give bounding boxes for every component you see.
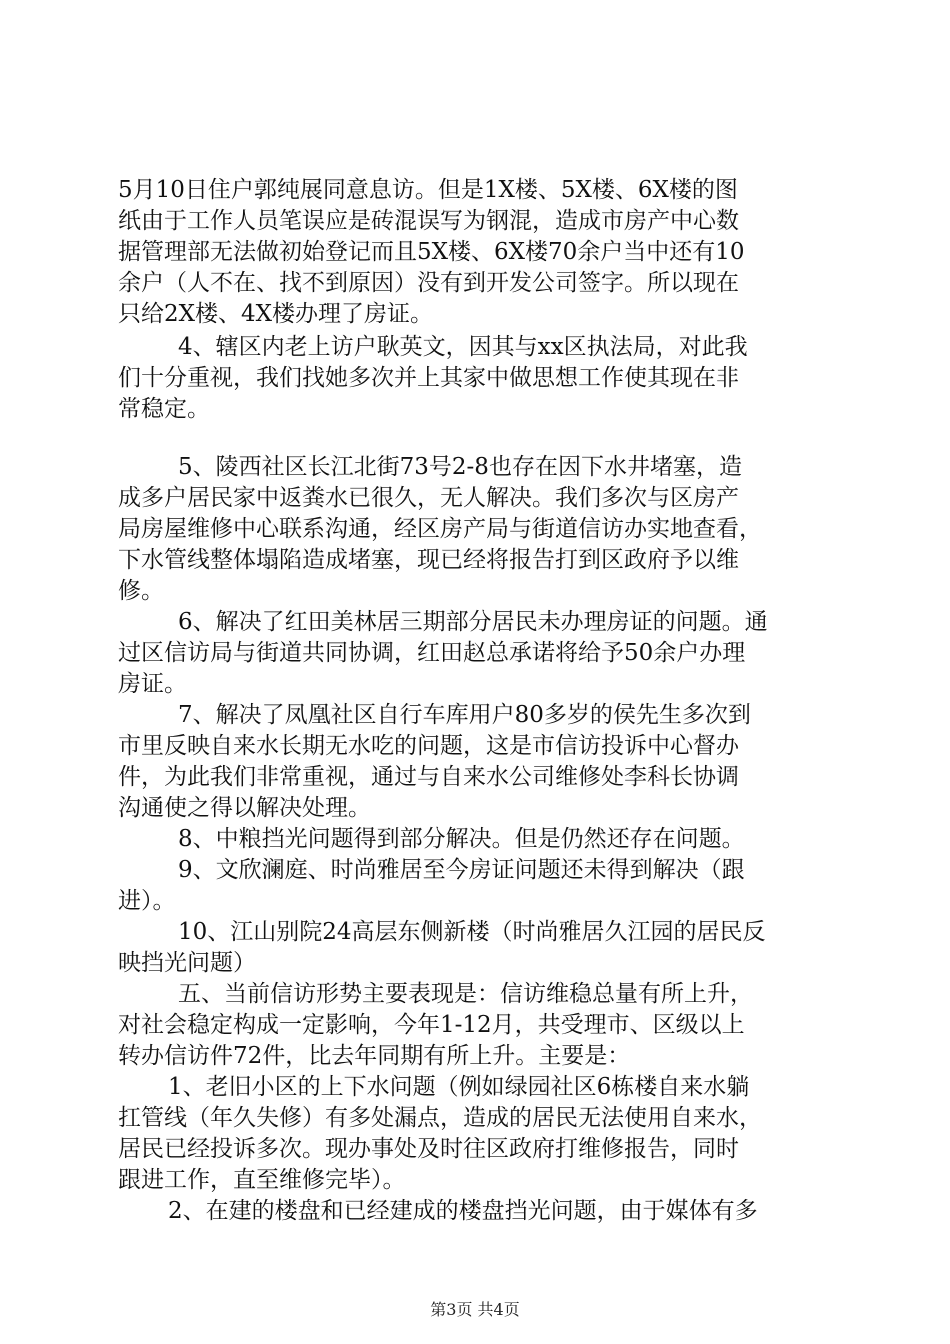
text-line: 转办信访件72件，比去年同期有所上升。主要是：	[118, 1043, 631, 1069]
text-line: 据管理部无法做初始登记而且5X楼、6X楼70余户当中还有10	[118, 239, 745, 265]
text-line: 局房屋维修中心联系沟通，经区房产局与街道信访办实地查看，	[118, 516, 762, 542]
text-line: 只给2X楼、4X楼办理了房证。	[118, 301, 434, 327]
text-line: 五、当前信访形势主要表现是：信访维稳总量有所上升，	[178, 981, 753, 1007]
text-line: 4、辖区内老上访户耿英文，因其与xx区执法局，对此我	[178, 334, 748, 360]
text-line: 常稳定。	[118, 396, 210, 422]
text-line: 扛管线（年久失修）有多处漏点，造成的居民无法使用自来水，	[118, 1105, 762, 1131]
text-line: 对社会稳定构成一定影响，今年1-12月，共受理市、区级以上	[118, 1012, 745, 1038]
text-line: 修。	[118, 578, 164, 604]
text-line: 件，为此我们非常重视，通过与自来水公司维修处李科长协调	[118, 764, 739, 790]
text-line: 过区信访局与街道共同协调，红田赵总承诺将给予50余户办理	[118, 640, 746, 666]
text-line: 市里反映自来水长期无水吃的问题，这是市信访投诉中心督办	[118, 733, 739, 759]
text-line: 下水管线整体塌陷造成堵塞，现已经将报告打到区政府予以维	[118, 547, 739, 573]
text-line: 5月10日住户郭纯展同意息访。但是1X楼、5X楼、6X楼的图	[118, 177, 738, 203]
text-line: 1、老旧小区的上下水问题（例如绿园社区6栋楼自来水躺	[168, 1074, 750, 1100]
text-line: 跟进工作，直至维修完毕）。	[118, 1167, 406, 1193]
text-line: 余户（人不在、找不到原因）没有到开发公司签字。所以现在	[118, 270, 739, 296]
text-line: 5、陵西社区长江北街73号2-8也存在因下水井堵塞，造	[178, 454, 742, 480]
text-line: 房证。	[118, 671, 187, 697]
text-line: 成多户居民家中返粪水已很久，无人解决。我们多次与区房产	[118, 485, 739, 511]
text-line: 7、解决了凤凰社区自行车库用户80多岁的侯先生多次到	[178, 702, 751, 728]
text-line: 10、江山别院24高层东侧新楼（时尚雅居久江园的居民反	[178, 919, 766, 945]
text-line: 9、文欣澜庭、时尚雅居至今房证问题还未得到解决（跟	[178, 857, 745, 883]
text-line: 6、解决了红田美林居三期部分居民未办理房证的问题。通	[178, 609, 768, 635]
page-footer: 第3页 共4页	[430, 1300, 520, 1319]
text-line: 2、在建的楼盘和已经建成的楼盘挡光问题，由于媒体有多	[168, 1198, 758, 1224]
text-line: 沟通使之得以解决处理。	[118, 795, 371, 821]
text-line: 纸由于工作人员笔误应是砖混误写为钢混，造成市房产中心数	[118, 208, 739, 234]
text-line: 进）。	[118, 888, 176, 914]
text-line: 们十分重视，我们找她多次并上其家中做思想工作使其现在非	[118, 365, 739, 391]
text-line: 8、中粮挡光问题得到部分解决。但是仍然还存在问题。	[178, 826, 745, 852]
text-line: 映挡光问题）	[118, 950, 256, 976]
text-line: 居民已经投诉多次。现办事处及时往区政府打维修报告，同时	[118, 1136, 739, 1162]
